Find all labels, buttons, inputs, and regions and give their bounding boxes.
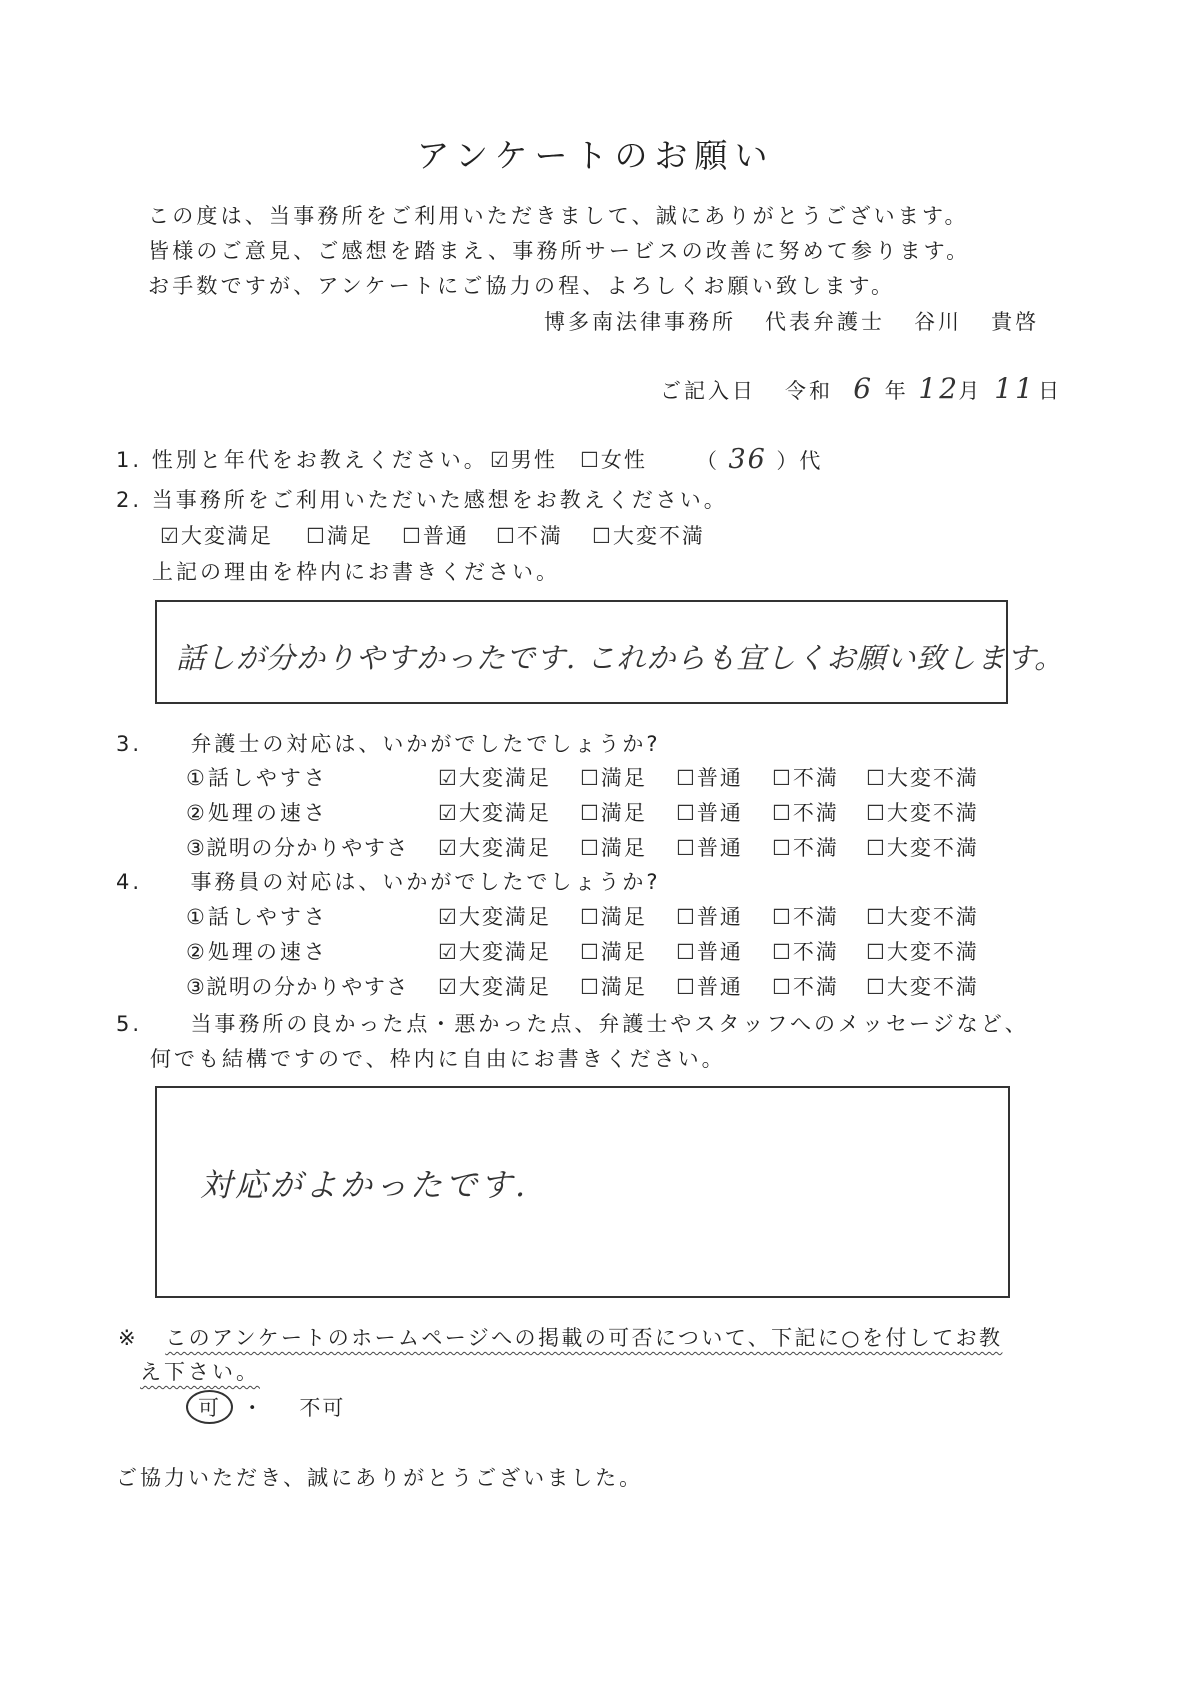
q2-option-3[interactable]	[496, 520, 563, 550]
gender-female-label: 女性	[600, 448, 647, 472]
unchecked-box-icon[interactable]: ☐	[676, 975, 697, 999]
unchecked-box-icon[interactable]: ☐	[580, 766, 601, 790]
age-close-paren: ）代	[776, 449, 823, 473]
unchecked-box-icon[interactable]: ☐	[772, 801, 793, 825]
rating-option-label: 大変満足	[458, 836, 551, 860]
q2-option-1[interactable]	[306, 520, 373, 550]
question-5-text-line-1: 当事務所の良かった点・悪かった点、弁護士やスタッフへのメッセージなど、	[190, 1012, 1029, 1036]
unchecked-box-icon[interactable]: ☐	[676, 905, 697, 929]
question-3-number: 3.	[116, 732, 143, 756]
question-1	[116, 444, 488, 474]
permission-text-line-2-wrap	[140, 1356, 260, 1386]
question-4-number: 4.	[116, 870, 143, 894]
rating-option-label: 満足	[600, 836, 647, 860]
checked-box-icon[interactable]: ☑	[438, 801, 459, 825]
age-field	[696, 444, 822, 475]
question-5-number: 5.	[116, 1012, 143, 1036]
rating-option-label: 大変満足	[458, 975, 551, 999]
rating-option-label: 大変満足	[458, 766, 551, 790]
unchecked-box-icon[interactable]: ☐	[676, 940, 697, 964]
q4-item-label: ①話しやすさ	[186, 905, 328, 929]
q3-item-label: ①話しやすさ	[186, 766, 328, 790]
checked-box-icon[interactable]: ☑	[438, 766, 459, 790]
checked-box-icon[interactable]: ☑	[438, 940, 459, 964]
question-1-number: 1.	[116, 448, 143, 472]
q3-item-0-option-4[interactable]	[866, 762, 979, 792]
rating-option-label: 不満	[792, 801, 839, 825]
unchecked-box-icon[interactable]: ☐	[580, 975, 601, 999]
date-year-unit: 年	[884, 379, 909, 403]
unchecked-box-icon[interactable]: ☐	[866, 905, 887, 929]
q2-option-label: 大変満足	[180, 524, 273, 548]
question-4	[116, 866, 661, 896]
q4-item-2-option-2[interactable]	[676, 971, 743, 1001]
unchecked-box-icon[interactable]: ☐	[772, 836, 793, 860]
unchecked-box-icon[interactable]: ☐	[676, 801, 697, 825]
rating-option-label: 不満	[792, 905, 839, 929]
q2-option-label: 大変不満	[612, 524, 705, 548]
date-day-unit: 日	[1038, 379, 1063, 403]
unchecked-box-icon[interactable]: ☐	[402, 524, 423, 548]
date-day[interactable]: 11	[994, 372, 1036, 405]
question-3	[116, 728, 661, 758]
rating-option-label: 満足	[600, 940, 647, 964]
q3-item-1-option-3[interactable]	[772, 797, 839, 827]
unchecked-box-icon[interactable]: ☐	[580, 905, 601, 929]
rating-option-label: 不満	[792, 975, 839, 999]
q3-item-1-option-1[interactable]	[580, 797, 647, 827]
unchecked-box-icon[interactable]: ☐	[866, 766, 887, 790]
question-2	[116, 484, 728, 514]
permission-text-line-1: このアンケートのホームページへの掲載の可否について、下記に○を付してお教	[165, 1326, 1003, 1350]
q4-item-2-option-4[interactable]	[866, 971, 979, 1001]
unchecked-box-icon[interactable]: ☐	[866, 975, 887, 999]
free-comment-text: 対応がよかったです.	[200, 1166, 529, 1204]
date-month[interactable]: 12	[918, 372, 961, 405]
rating-option-label: 大変満足	[458, 801, 551, 825]
rating-option-label: 大変満足	[458, 940, 551, 964]
permission-deny-option[interactable]: 不可	[299, 1396, 346, 1420]
rating-option-label: 普通	[696, 905, 743, 929]
unchecked-box-icon[interactable]: ☐	[580, 940, 601, 964]
gender-male-label: 男性	[510, 448, 557, 472]
firm-name: 博多南法律事務所	[544, 310, 736, 334]
q3-item-2-option-3[interactable]	[772, 832, 839, 862]
question-4-text: 事務員の対応は、いかがでしたでしょうか?	[190, 870, 661, 894]
q2-option-label: 普通	[422, 524, 469, 548]
q3-item-label: ③説明の分かりやすさ	[186, 836, 409, 860]
rating-option-label: 大変満足	[458, 905, 551, 929]
q4-item-1-option-4[interactable]	[866, 936, 979, 966]
intro-line-2: 皆様のご意見、ご感想を踏まえ、事務所サービスの改善に努めて参ります。	[148, 239, 971, 263]
rating-option-label: 大変不満	[886, 940, 979, 964]
q4-item-2-option-3[interactable]	[772, 971, 839, 1001]
question-2-text: 当事務所をご利用いただいた感想をお教えください。	[151, 488, 728, 512]
question-1-text: 性別と年代をお教えください。	[151, 448, 488, 472]
rating-option-label: 不満	[792, 836, 839, 860]
checked-box-icon[interactable]: ☑	[490, 448, 511, 472]
q2-option-4[interactable]	[592, 520, 705, 550]
q3-item-label: ②処理の速さ	[186, 801, 328, 825]
representative-given-name: 貴啓	[991, 310, 1040, 334]
intro-line-3: お手数ですが、アンケートにご協力の程、よろしくお願い致します。	[148, 274, 896, 298]
unchecked-box-icon[interactable]: ☐	[676, 836, 697, 860]
q3-item-2-option-4[interactable]	[866, 832, 979, 862]
question-5	[116, 1008, 1029, 1038]
reason-prompt: 上記の理由を枠内にお書きください。	[152, 560, 560, 584]
rating-option-label: 満足	[600, 905, 647, 929]
rating-option-label: 普通	[696, 975, 743, 999]
reason-answer-text: 話しが分かりやすかったです. これからも宜しくお願い致します。	[176, 641, 1065, 675]
rating-option-label: 大変不満	[886, 801, 979, 825]
permission-allow-option[interactable]: 可	[186, 1390, 233, 1424]
unchecked-box-icon[interactable]: ☐	[676, 766, 697, 790]
q4-item-2-option-0[interactable]	[438, 971, 551, 1001]
q2-option-label: 不満	[516, 524, 563, 548]
unchecked-box-icon[interactable]: ☐	[580, 801, 601, 825]
unchecked-box-icon[interactable]: ☐	[866, 801, 887, 825]
entry-date	[660, 372, 1062, 405]
representative-surname: 谷川	[914, 310, 963, 334]
rating-option-label: 普通	[696, 836, 743, 860]
rating-option-label: 普通	[696, 766, 743, 790]
unchecked-box-icon[interactable]: ☐	[306, 524, 327, 548]
unchecked-box-icon[interactable]: ☐	[772, 975, 793, 999]
q4-item-1-option-1[interactable]	[580, 936, 647, 966]
page-title: アンケートのお願い	[416, 136, 775, 175]
question-2-number: 2.	[116, 488, 143, 512]
permission-question	[118, 1322, 1002, 1352]
rating-option-label: 満足	[600, 975, 647, 999]
unchecked-box-icon[interactable]: ☐	[772, 905, 793, 929]
q4-item-0-option-0[interactable]	[438, 901, 551, 931]
q3-item-0-option-3[interactable]	[772, 762, 839, 792]
q4-item-1-option-2[interactable]	[676, 936, 743, 966]
q2-option-0[interactable]	[160, 520, 273, 550]
unchecked-box-icon[interactable]: ☐	[866, 836, 887, 860]
age-value[interactable]: 36	[728, 444, 767, 475]
checked-box-icon[interactable]: ☑	[438, 975, 459, 999]
q3-item-0-option-0[interactable]	[438, 762, 551, 792]
unchecked-box-icon[interactable]: ☐	[772, 766, 793, 790]
rating-option-label: 大変不満	[886, 836, 979, 860]
q4-item-2-option-1[interactable]	[580, 971, 647, 1001]
rating-option-label: 大変不満	[886, 766, 979, 790]
q3-item-1-option-0[interactable]	[438, 797, 551, 827]
closing-message: ご協力いただき、誠にありがとうございました。	[116, 1466, 644, 1490]
unchecked-box-icon[interactable]: ☐	[592, 524, 613, 548]
checked-box-icon[interactable]: ☑	[160, 524, 181, 548]
signature	[544, 306, 1039, 336]
rating-option-label: 普通	[696, 940, 743, 964]
q3-item-2-option-0[interactable]	[438, 832, 551, 862]
question-5-text-line-2: 何でも結構ですので、枠内に自由にお書きください。	[150, 1047, 726, 1071]
intro-line-1: この度は、当事務所をご利用いただきまして、誠にありがとうございます。	[148, 204, 969, 228]
rating-option-label: 普通	[696, 801, 743, 825]
age-open-paren: （	[696, 449, 719, 473]
date-month-unit: 月	[958, 379, 983, 403]
gender-male-option[interactable]	[490, 444, 557, 474]
q3-item-1-option-4[interactable]	[866, 797, 979, 827]
rating-option-label: 不満	[792, 940, 839, 964]
q3-item-1-option-2[interactable]	[676, 797, 743, 827]
question-3-text: 弁護士の対応は、いかがでしたでしょうか?	[190, 732, 661, 756]
q4-item-0-option-1[interactable]	[580, 901, 647, 931]
q4-item-label: ②処理の速さ	[186, 940, 328, 964]
checked-box-icon[interactable]: ☑	[438, 905, 459, 929]
gender-female-option[interactable]	[580, 444, 647, 474]
q2-option-label: 満足	[326, 524, 373, 548]
unchecked-box-icon[interactable]: ☐	[580, 448, 601, 472]
rating-option-label: 満足	[600, 801, 647, 825]
q4-item-0-option-3[interactable]	[772, 901, 839, 931]
rating-option-label: 大変不満	[886, 905, 979, 929]
q3-item-0-option-2[interactable]	[676, 762, 743, 792]
note-mark: ※	[118, 1326, 138, 1350]
q3-item-2-option-1[interactable]	[580, 832, 647, 862]
q4-item-label: ③説明の分かりやすさ	[186, 975, 409, 999]
permission-text-line-2: え下さい。	[140, 1360, 260, 1384]
q4-item-0-option-4[interactable]	[866, 901, 979, 931]
rating-option-label: 不満	[792, 766, 839, 790]
q3-item-2-option-2[interactable]	[676, 832, 743, 862]
unchecked-box-icon[interactable]: ☐	[580, 836, 601, 860]
date-year[interactable]: 6	[853, 372, 875, 405]
unchecked-box-icon[interactable]: ☐	[866, 940, 887, 964]
permission-separator: ・	[241, 1396, 265, 1420]
q2-option-2[interactable]	[402, 520, 469, 550]
unchecked-box-icon[interactable]: ☐	[772, 940, 793, 964]
date-label: ご記入日	[660, 379, 756, 403]
permission-options	[186, 1390, 345, 1424]
q4-item-0-option-2[interactable]	[676, 901, 743, 931]
rating-option-label: 満足	[600, 766, 647, 790]
rating-option-label: 大変不満	[886, 975, 979, 999]
checked-box-icon[interactable]: ☑	[438, 836, 459, 860]
q4-item-1-option-3[interactable]	[772, 936, 839, 966]
q4-item-1-option-0[interactable]	[438, 936, 551, 966]
representative-title: 代表弁護士	[765, 310, 886, 334]
date-era: 令和	[785, 379, 834, 403]
q3-item-0-option-1[interactable]	[580, 762, 647, 792]
unchecked-box-icon[interactable]: ☐	[496, 524, 517, 548]
